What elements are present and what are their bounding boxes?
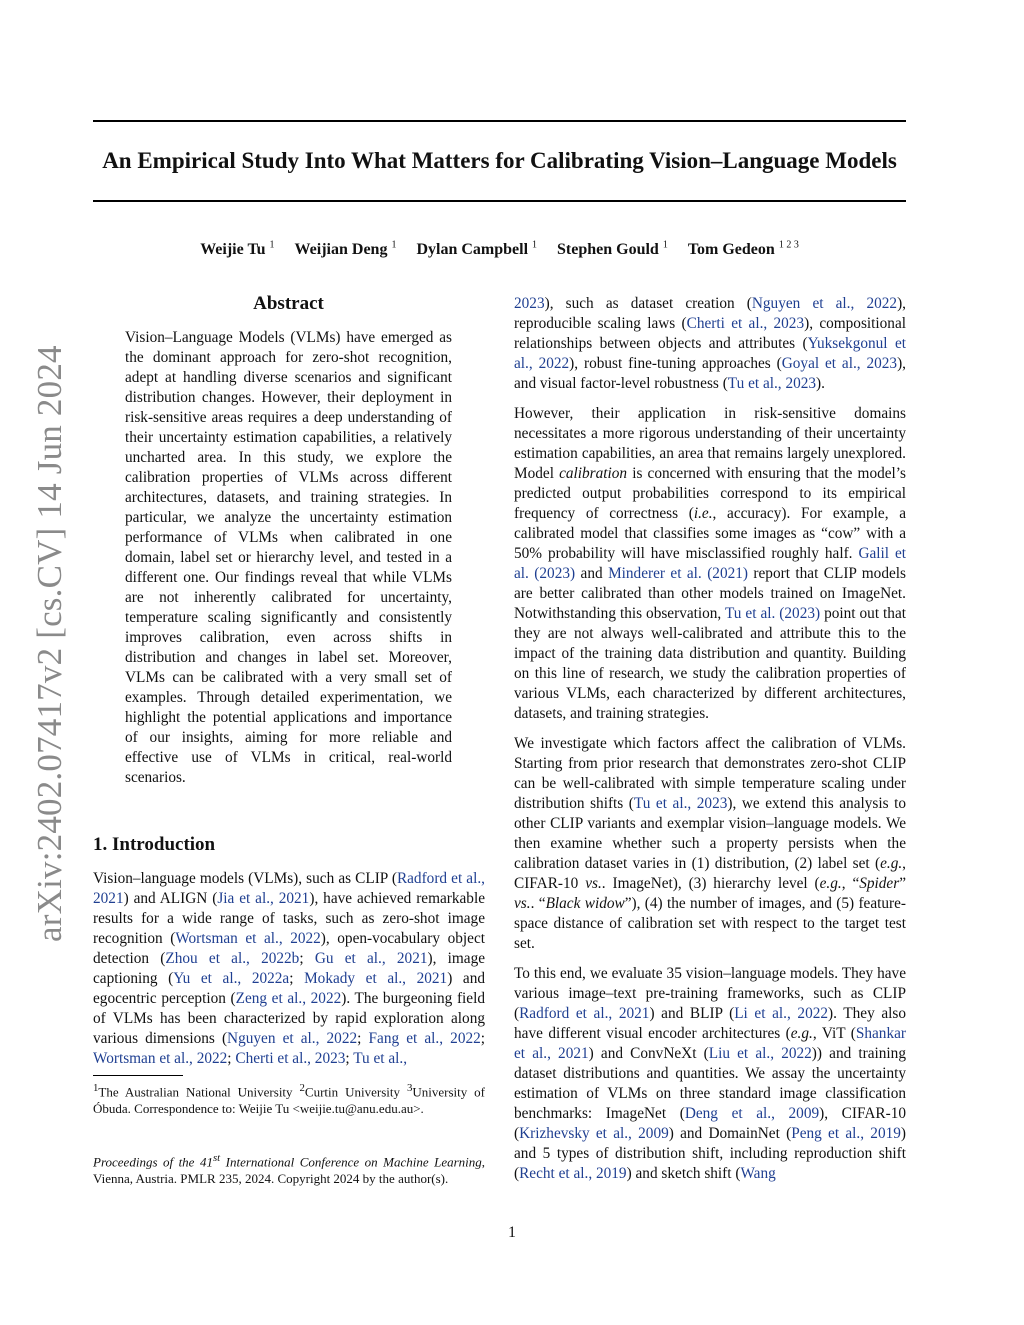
citation-link[interactable]: Nguyen et al., 2022: [227, 1030, 358, 1047]
citation-link[interactable]: Galil et al. (2023): [514, 545, 906, 582]
right-column-block-3: [514, 734, 906, 954]
citation-link[interactable]: Wortsman et al., 2022: [93, 1050, 228, 1067]
author: [200, 241, 274, 258]
italic-text: Spider: [859, 875, 900, 892]
text-run: ) and DomainNet (: [668, 1125, 792, 1142]
citation-link[interactable]: Radford et al., 2021: [93, 870, 485, 907]
citation-link[interactable]: Fang et al., 2022: [368, 1030, 481, 1047]
citation-link[interactable]: Mokady et al., 2021: [304, 970, 448, 987]
abstract-text: Vision–Language Models (VLMs) have emerged as the dominant approach for zero-shot recognition, adept at handling diverse scenarios and significant distribution changes. However, their deployment in risk-sensitive areas requires a deep understanding of their uncertainty estimation capabilities, a relatively uncharted area. In this study, we explore the calibration properties of VLMs across different architectures, datasets, and training strategies. In particular, we analyze the uncertainty estimation performance of VLMs when calibrated in one domain, label set or hierarchy level, and tested in a different one. Our findings reveal that while VLMs are not inherently calibrated for uncertainty, temperature scaling significantly and consistently improves calibration, even across shifts in distribution and changes in label set. Moreover, VLMs can be calibrated with a very small set of examples. Through detailed experimentation, we highlight the potential applications and importance of our insights, aiming for more reliable and effective use of VLMs in critical, real-world scenarios.: [125, 329, 452, 786]
proceedings-prefix: Proceedings of the: [93, 1154, 195, 1170]
text-run: To this end, we evaluate 35 vision–language models. They have various image–text pre-training frameworks, such as CLIP (: [514, 965, 906, 1022]
citation-link[interactable]: Yu et al., 2022a: [173, 970, 290, 987]
proceedings-number: 41: [199, 1154, 213, 1170]
italic-text: calibration: [559, 465, 628, 482]
citation-link[interactable]: Zhou et al., 2022b: [165, 950, 300, 967]
text-run: ). The burgeoning field of VLMs has been characterized by rapid exploration along various dimensions (: [93, 990, 485, 1047]
text-run: ), reproducible scaling laws (: [514, 295, 906, 332]
text-run: ) and BLIP (: [649, 1005, 735, 1022]
author-affiliation: 1: [269, 240, 275, 251]
author-name: Stephen Gould: [557, 241, 659, 259]
text-run: ”), (4) the number of images, and (5) feature-space distance of calibration set with respect to the target test set.: [514, 895, 906, 952]
title-bottom-rule: [93, 200, 906, 202]
text-run: ;: [299, 950, 315, 967]
author-name: Weijian Deng: [294, 241, 388, 259]
citation-link[interactable]: Cherti et al., 2023: [686, 315, 805, 332]
citation-link[interactable]: Tu et al.,: [353, 1050, 408, 1067]
citation-link[interactable]: Recht et al., 2019: [519, 1165, 627, 1182]
text-run: ) and ALIGN (: [123, 890, 218, 907]
text-run: , “: [841, 875, 860, 892]
author: [295, 241, 397, 258]
citation-link[interactable]: Peng et al., 2019: [791, 1125, 901, 1142]
right-column-block-2: [514, 404, 906, 724]
proceedings-note: [93, 1150, 485, 1187]
text-run: . “: [530, 895, 546, 912]
text-run: We investigate which factors affect the calibration of VLMs. Starting from prior research that demonstrates zero-shot CLIP can be well-calibrated with simple temperature scaling under distribution shifts (: [514, 735, 906, 812]
text-run: ). They also have different visual encoder architectures (: [514, 1005, 906, 1042]
text-run: ;: [289, 970, 305, 987]
text-run: ) and 5 types of distribution shift, including reproduction shift (: [514, 1125, 907, 1182]
text-run: ), CIFAR-10 (: [514, 1105, 906, 1142]
text-run: , ViT (: [812, 1025, 856, 1042]
citation-link[interactable]: Krizhevsky et al., 2009: [519, 1125, 669, 1142]
citation-link[interactable]: Li et al., 2022: [734, 1005, 829, 1022]
right-column-block-1: [514, 294, 906, 394]
text-run: ), robust fine-tuning approaches (: [569, 355, 782, 372]
citation-link[interactable]: Shankar et al., 2021: [514, 1025, 906, 1062]
affiliation-footnote: $^1$The Australian National University $^2$Curtin University $^3$University of Óbuda. Correspondence to: Weijie Tu <weijie.tu@anu.edu.au>.: [93, 1082, 486, 1117]
text-run: ;: [357, 1030, 369, 1047]
text-run: ;: [227, 1050, 236, 1067]
body-paragraph: [514, 294, 906, 394]
arxiv-identifier: arXiv:2402.07417v2 [cs.CV] 14 Jun 2024: [30, 345, 69, 942]
text-run: and: [575, 565, 609, 582]
citation-link[interactable]: Wortsman et al., 2022: [175, 930, 321, 947]
proceedings-conference: International Conference on Machine Learning: [225, 1154, 482, 1170]
text-run: . ImageNet), (3) hierarchy level (: [601, 875, 820, 892]
text-run: ), we extend this analysis to other CLIP variants and exemplar vision–language models. We then examine whether such a property persists when the calibration dataset varies in (1) distribution, (2) label set (: [514, 795, 906, 872]
author-name: Dylan Campbell: [416, 241, 529, 259]
affiliation-3: University of Óbuda.: [93, 1084, 486, 1117]
text-run: ).: [816, 375, 825, 392]
citation-link[interactable]: Yuksekgonul et al., 2022: [514, 335, 906, 372]
author-name: Tom Gedeon: [687, 241, 775, 259]
citation-link[interactable]: Goyal et al., 2023: [781, 355, 898, 372]
citation-link[interactable]: 2023: [514, 295, 545, 312]
citation-link[interactable]: Tu et al., 2023: [727, 375, 817, 392]
text-run: ), open-vocabulary object detection (: [93, 930, 485, 967]
author-affiliation: 1 2 3: [778, 240, 799, 251]
text-run: ), image captioning (: [93, 950, 486, 987]
title-top-rule: [93, 120, 906, 122]
abstract-heading: Abstract: [253, 293, 324, 314]
author-affiliation: 1: [532, 240, 538, 251]
text-run: is concerned with ensuring that the model’s predicted output probabilities correspond to its empirical frequency of correctness (: [514, 465, 906, 522]
citation-link[interactable]: Radford et al., 2021: [519, 1005, 650, 1022]
proceedings-suffix: st: [212, 1152, 221, 1164]
citation-link[interactable]: Deng et al., 2009: [684, 1105, 820, 1122]
citation-link[interactable]: Minderer et al. (2021): [608, 565, 748, 582]
text-run: ) and egocentric perception (: [93, 970, 485, 1007]
body-paragraph: [514, 964, 906, 1184]
citation-link[interactable]: Jia et al., 2021: [217, 890, 310, 907]
citation-link[interactable]: Tu et al. (2023): [724, 605, 821, 622]
intro-paragraph: [93, 869, 485, 1069]
author: [557, 241, 668, 258]
affiliation-1: The Australian National University: [98, 1084, 293, 1100]
proceedings-details: , Vienna, Austria. PMLR 235, 2024. Copyright 2024 by the author(s).: [93, 1154, 486, 1187]
text-run: ), such as dataset creation (: [544, 295, 752, 312]
italic-text: vs.: [514, 895, 531, 912]
author: [688, 241, 799, 258]
author-list: [93, 236, 906, 260]
italic-text: vs.: [585, 875, 602, 892]
author-affiliation: 1: [391, 240, 397, 251]
citation-link[interactable]: Nguyen et al., 2022: [751, 295, 898, 312]
body-paragraph: [514, 404, 906, 724]
footnote-rule: [93, 1075, 183, 1076]
text-run: Vision–language models (VLMs), such as CLIP (: [93, 870, 397, 887]
citation-link[interactable]: Gu et al., 2021: [314, 950, 428, 967]
text-run: , accuracy). For example, a calibrated model that classifies some images as “cow” with a 50% probability will have misclassified roughly half.: [514, 505, 906, 562]
text-run: ), compositional relationships between objects and attributes (: [514, 315, 906, 352]
text-run: ) and sketch shift (: [626, 1165, 741, 1182]
text-run: )) and training dataset distributions and quantities. We assay the uncertainty estimation of VLMs on three standard image classification benchmarks: ImageNet (: [514, 1045, 906, 1122]
paper-title: An Empirical Study Into What Matters for Calibrating Vision–Language Models: [102, 148, 897, 173]
text-run: ;: [345, 1050, 354, 1067]
italic-text: e.g.: [819, 875, 842, 892]
affiliation-2: Curtin University: [304, 1084, 400, 1100]
text-run: report that CLIP models are better calibrated than other models trained on ImageNet. Notwithstanding this observation,: [514, 565, 906, 622]
italic-text: e.g.: [880, 855, 903, 872]
citation-link[interactable]: Cherti et al., 2023: [235, 1050, 346, 1067]
text-run: ), and visual factor-level robustness (: [514, 355, 906, 392]
text-run: However, their application in risk-sensitive domains necessitates a more rigorous understanding of their uncertainty estimation capabilities, an area that remains largely unexplored. Model: [514, 405, 906, 482]
correspondence: Correspondence to: Weijie Tu <weijie.tu@anu.edu.au>.: [134, 1101, 424, 1117]
italic-text: i.e.: [693, 505, 713, 522]
citation-link[interactable]: Tu et al., 2023: [633, 795, 728, 812]
body-paragraph: [514, 734, 906, 954]
citation-link[interactable]: Liu et al., 2022: [708, 1045, 812, 1062]
page-number: 1: [508, 1224, 516, 1241]
author-name: Weijie Tu: [200, 241, 266, 259]
author: [416, 241, 537, 258]
text-run: ), have achieved remarkable results for a wide range of tasks, such as zero-shot image recognition (: [93, 890, 485, 947]
text-run: ) and ConvNeXt (: [588, 1045, 709, 1062]
author-affiliation: 1: [662, 240, 668, 251]
citation-link[interactable]: Zeng et al., 2022: [235, 990, 342, 1007]
section-heading-introduction: 1. Introduction: [93, 834, 216, 855]
right-column-block-4: [514, 964, 906, 1184]
text-run: point out that they are not always well-calibrated and attribute this to the impact of the training data distribution and quantity. Building on this line of research, we study the calibration properties of various VLMs, each characterized by different architectures, datasets, and training strategies.: [514, 605, 906, 722]
italic-text: Black widow: [545, 895, 625, 912]
text-run: ”: [899, 875, 906, 892]
text-run: ;: [480, 1030, 486, 1047]
italic-text: e.g.: [790, 1025, 813, 1042]
text-run: , CIFAR-10: [514, 855, 906, 892]
citation-link[interactable]: Wang: [740, 1165, 776, 1182]
